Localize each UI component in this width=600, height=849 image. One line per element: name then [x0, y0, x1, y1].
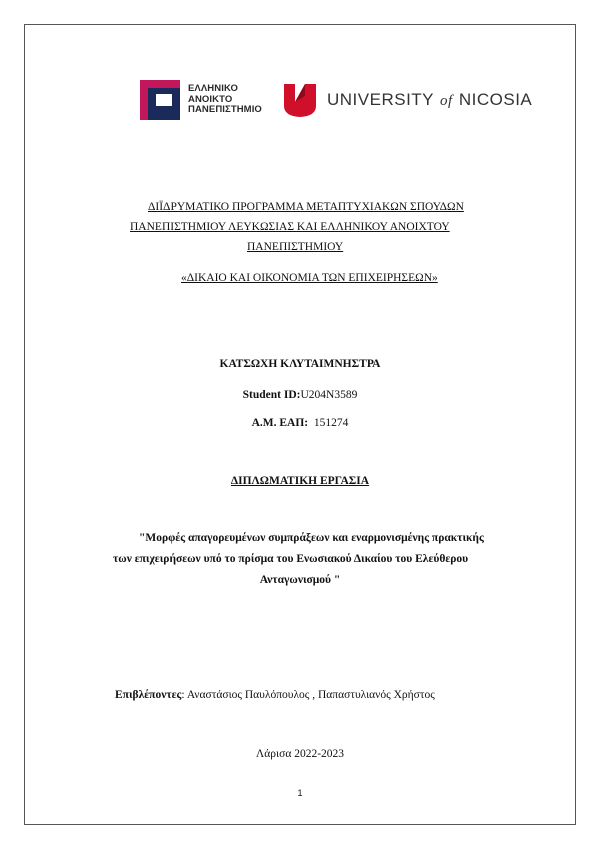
- student-id-value: U204N3589: [300, 389, 358, 401]
- am-eap-row: [0, 417, 600, 429]
- thesis-type: ΔΙΠΛΩΜΑΤΙΚΗ ΕΡΓΑΣΙΑ: [230, 475, 370, 487]
- am-eap-value: 151274: [313, 417, 349, 429]
- eap-logo-text: [188, 84, 262, 116]
- am-eap-label: Α.Μ. ΕΑΠ:: [251, 417, 309, 429]
- student-id-label: Student ID:: [242, 389, 301, 401]
- logo-strip: [0, 78, 600, 122]
- program-line-3: ΠΑΝΕΠΙΣΤΗΜΙΟΥ: [247, 241, 344, 253]
- unic-word-of: of: [439, 93, 453, 109]
- supervisors-names: : Αναστάσιος Παυλόπουλος , Παπαστυλιανός Χρήστος: [181, 689, 435, 701]
- hellenic-open-university-logo: [140, 78, 270, 122]
- university-of-nicosia-logo: [282, 80, 542, 120]
- eap-line-1: ΕΛΛΗΝΙΚΟ: [188, 83, 238, 94]
- unic-shield-icon: [282, 82, 318, 118]
- unic-word-nicosia: NICOSIA: [458, 90, 533, 109]
- student-id-row: [0, 389, 600, 401]
- supervisors-row: [115, 689, 435, 701]
- eap-line-2: ΑΝΟΙΚΤΟ: [188, 93, 233, 105]
- eap-logo-icon: [140, 80, 180, 120]
- place-date: Λάρισα 2022-2023: [255, 748, 345, 760]
- unic-word-university: UNIVERSITY: [327, 90, 434, 109]
- supervisors-label: Επιβλέποντες: [115, 689, 182, 701]
- program-line-2: ΠΑΝΕΠΙΣΤΗΜΙΟΥ ΛΕΥΚΩΣΙΑΣ ΚΑΙ ΕΛΛΗΝΙΚΟΥ ΑΝΟΙΧΤΟΥ: [130, 221, 450, 233]
- thesis-title-line-2: των επιχειρήσεων υπό το πρίσμα του Ενωσιακού Δικαίου του Ελεύθερου: [113, 553, 469, 565]
- program-line-1: ΔΙΪΔΡΥΜΑΤΙΚΟ ΠΡΟΓΡΑΜΜΑ ΜΕΤΑΠΤΥΧΙΑΚΩΝ ΣΠΟΥΔΩΝ: [148, 201, 464, 213]
- page-number: 1: [297, 788, 303, 798]
- thesis-title-line-1: "Μορφές απαγορευμένων συμπράξεων και εναρμονισμένης πρακτικής: [139, 532, 484, 544]
- student-name: ΚΑΤΣΩΧΗ ΚΛΥΤΑΙΜΝΗΣΤΡΑ: [219, 358, 381, 370]
- thesis-title-line-3: Ανταγωνισμού ": [259, 574, 341, 586]
- eap-line-3: ΠΑΝΕΠΙΣΤΗΜΙΟ: [188, 104, 262, 115]
- program-name: «ΔΙΚΑΙΟ ΚΑΙ ΟΙΚΟΝΟΜΙΑ ΤΩΝ ΕΠΙΧΕΙΡΗΣΕΩΝ»: [181, 272, 438, 284]
- unic-wordmark: [327, 90, 532, 110]
